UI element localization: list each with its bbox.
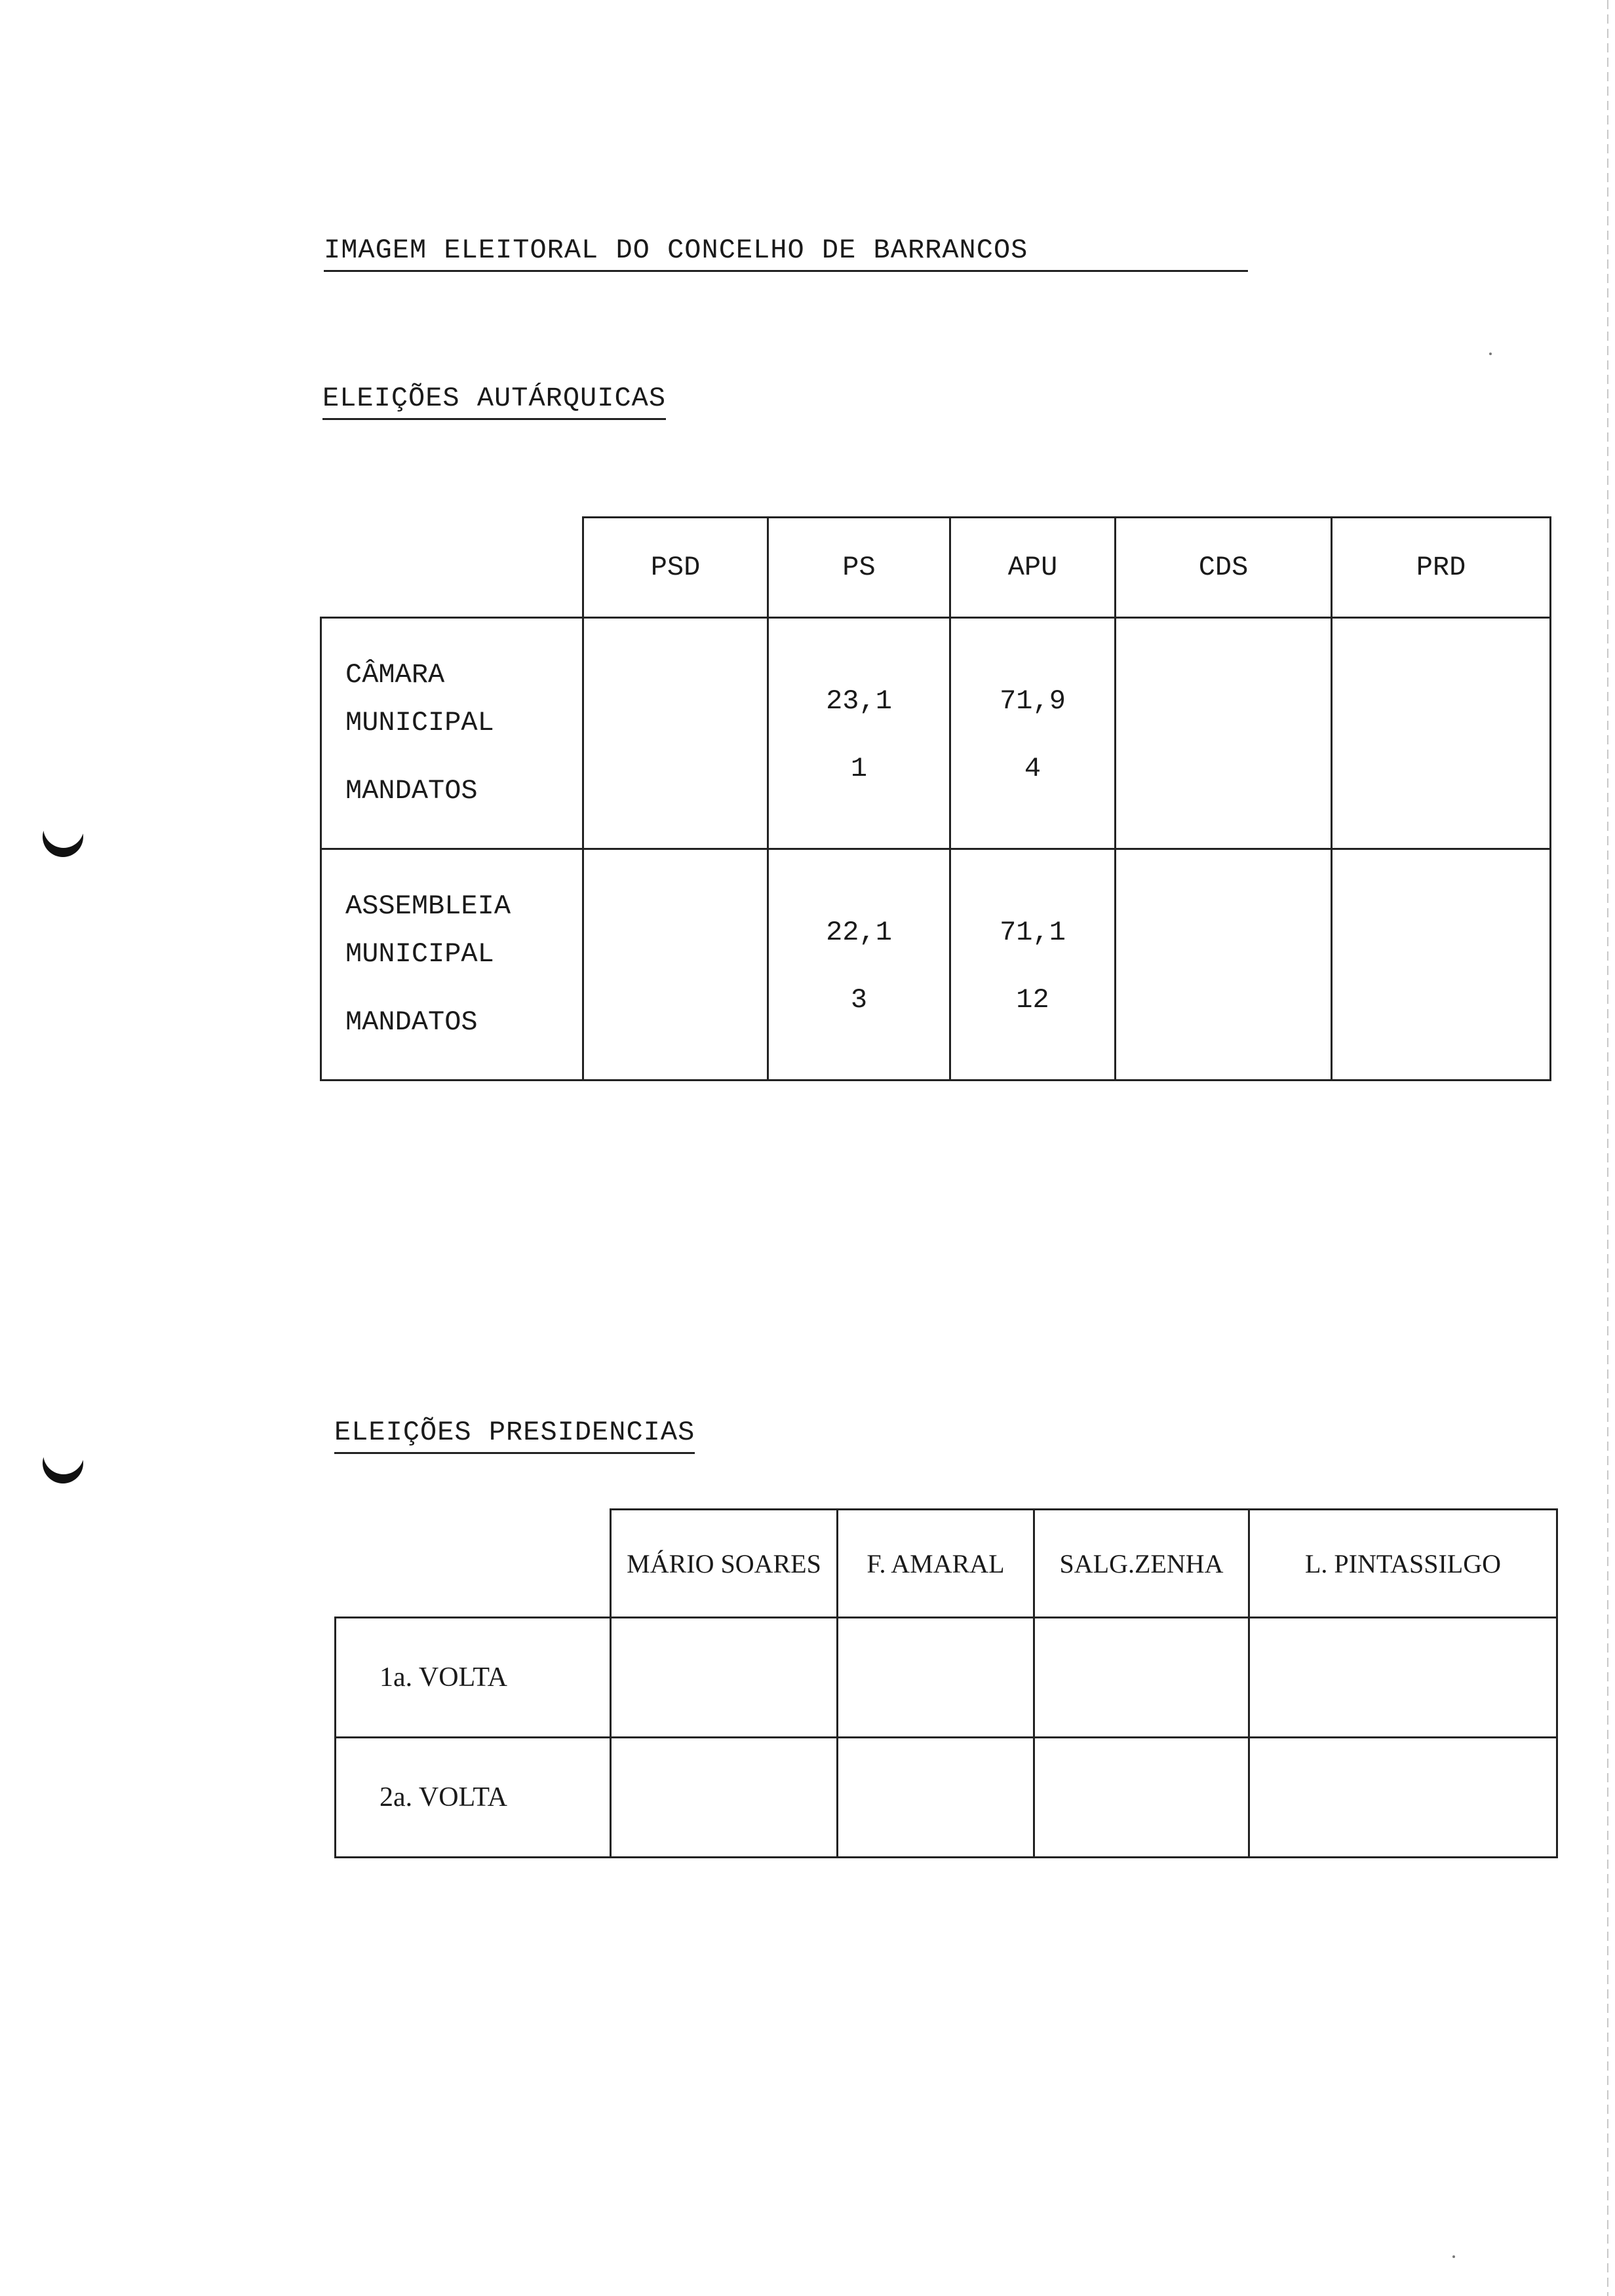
punch-hole-mark [43,1434,84,1474]
row-label-line: ASSEMBLEIA [345,890,511,922]
row-label-line: CÂMARA [345,659,445,691]
empty-result-cell [611,1738,838,1858]
autarquicas-table [320,516,1551,1081]
percentage-value: 71,1 [1000,916,1066,948]
percentage-value: 22,1 [826,916,892,948]
table-header-row [336,1510,1557,1618]
row-label-line: MUNICIPAL [345,707,494,739]
value-cell-cds [1116,849,1332,1081]
value-cell-cds [1116,618,1332,849]
value-cell-psd [583,618,768,849]
value-cell-apu [950,849,1116,1081]
value-cell-ps [768,849,950,1081]
section-heading-autarquicas: ELEIÇÕES AUTÁRQUICAS [322,383,666,420]
party-header-apu: APU [950,518,1116,618]
page-edge [1607,0,1608,2296]
party-header-prd: PRD [1332,518,1551,618]
presidenciais-table [334,1508,1558,1858]
mandatos-value: 12 [1016,984,1049,1016]
mandatos-value: 3 [850,984,868,1016]
empty-result-cell [1034,1618,1249,1738]
candidate-header-pintassilgo: L. PINTASSILGO [1249,1510,1557,1618]
round-label-second: 2a. VOLTA [336,1738,611,1858]
percentage-value: 23,1 [826,685,892,717]
table-row [336,1738,1557,1858]
table-row [336,1618,1557,1738]
empty-result-cell [838,1738,1034,1858]
scan-speck [1452,2255,1455,2258]
table-row [321,849,1551,1081]
empty-result-cell [1034,1738,1249,1858]
value-cell-prd [1332,849,1551,1081]
row-label-camara [321,618,583,849]
punch-hole-mark [43,807,84,848]
scan-speck [1489,353,1492,355]
row-label-assembleia [321,849,583,1081]
candidate-header-soares: MÁRIO SOARES [611,1510,838,1618]
mandatos-value: 4 [1024,753,1041,784]
value-cell-ps [768,618,950,849]
value-cell-prd [1332,618,1551,849]
party-header-ps: PS [768,518,950,618]
empty-result-cell [1249,1618,1557,1738]
section-heading-presidenciais: ELEIÇÕES PRESIDENCIAS [334,1417,695,1454]
blank-corner-cell [321,518,583,618]
row-label-line: MANDATOS [345,1006,478,1038]
row-label-line: MUNICIPAL [345,938,494,970]
row-label-line: MANDATOS [345,775,478,807]
party-header-psd: PSD [583,518,768,618]
table-row [321,618,1551,849]
mandatos-value: 1 [850,753,868,784]
document-title: IMAGEM ELEITORAL DO CONCELHO DE BARRANCOS [324,235,1248,272]
empty-result-cell [838,1618,1034,1738]
empty-result-cell [611,1618,838,1738]
candidate-header-amaral: F. AMARAL [838,1510,1034,1618]
party-header-cds: CDS [1116,518,1332,618]
table-header-row [321,518,1551,618]
empty-result-cell [1249,1738,1557,1858]
round-label-first: 1a. VOLTA [336,1618,611,1738]
value-cell-psd [583,849,768,1081]
blank-corner-cell [336,1510,611,1618]
percentage-value: 71,9 [1000,685,1066,717]
candidate-header-zenha: SALG.ZENHA [1034,1510,1249,1618]
value-cell-apu [950,618,1116,849]
